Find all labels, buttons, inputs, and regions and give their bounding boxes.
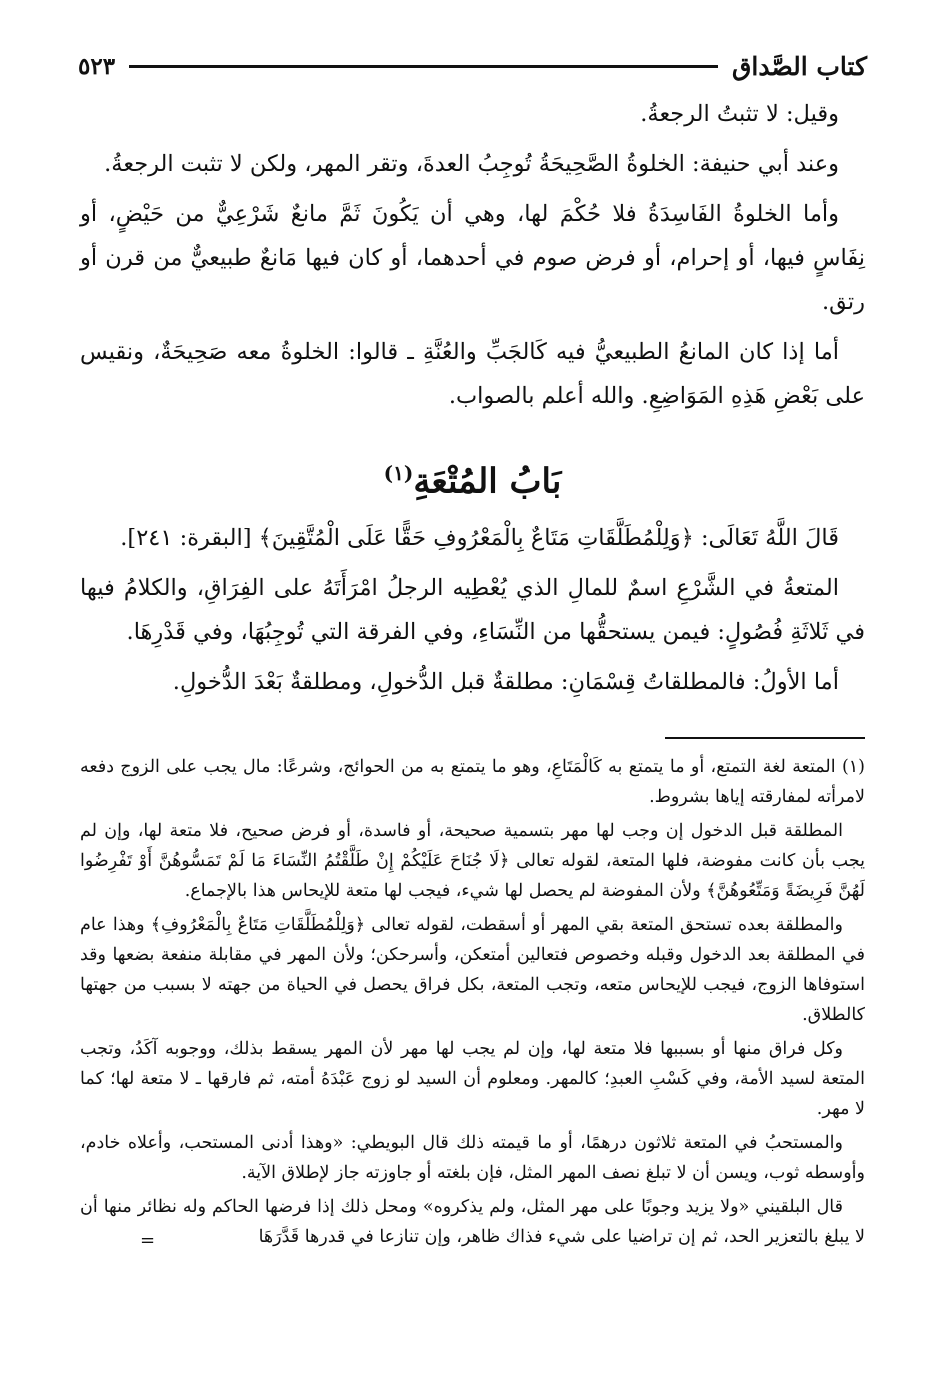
continuation-mark: = [140, 1230, 156, 1251]
paragraph: وعند أبي حنيفة: الخلوةُ الصَّحِيحَةُ تُوجِبُ العدةَ، وتقر المهر، ولكن لا تثبت الرجعةُ. [104, 151, 839, 177]
running-title: كتاب الصَّداق [731, 51, 867, 81]
paragraph: وأما الخلوةُ الفَاسِدَةُ فلا حُكْمَ لها، وهي أن يَكُونَ ثَمَّ مانعٌ شَرْعِيٌّ من حَيْضٍ، أو نِفَاسٍ فيها، أو إحرام، أو فرض صوم في أحدهما، أو كان فيها مَانعٌ طبيعيٌّ من قرن أو رتق. [80, 201, 865, 315]
paragraph: أما إذا كان المانعُ الطبيعيُّ فيه كَالجَبِّ والعُنَّةِ ـ قالوا: الخلوةُ معه صَحِيحَةٌ، ونقيس على بَعْضِ هَذِهِ المَوَاضِعِ. والله أعلم بالصواب. [80, 339, 865, 409]
footnote-paragraph: والمستحبُ في المتعة ثلاثون درهمًا، أو ما قيمته ذلك قال البويطي: «وهذا أدنى المستحب، وأعلاه خادم، وأوسطه ثوب، ويسن أن لا تبلغ نصف المهر المثل، فإن بلغته أو جاوزته جاز لإطلاق الآية. [80, 1133, 865, 1183]
footnote-paragraph: وكل فراق منها أو بسببها فلا متعة لها، وإن لم يجب لها مهر لأن المهر يسقط بذلك، ووجوبه آكَدُ، وتجب المتعة لسيد الأمة، وفي كَسْبِ العبدِ؛ كالمهر. ومعلوم أن السيد لو زوج عَبْدَهُ أمته، ثم فارقها ـ لا متعة لها؛ كما لا مهر. [80, 1039, 865, 1119]
section-title-text: بَابُ المُتْعَةِ [413, 461, 562, 502]
footnote-paragraph: قال البلقيني «ولا يزيد وجوبًا على مهر المثل، ولم يذكروه» ومحل ذلك إذا فرضها الحاكم وله نظائر منها أن لا يبلغ بالتعزير الحد، ثم إن تراضيا على شيء فذاك ظاهر، وإن تنازعا في قدرها قَدَّرَهَا [80, 1197, 865, 1247]
footnote-paragraph: (١) المتعة لغة التمتع، أو ما يتمتع به كَالْمَتَاعِ، وهو ما يتمتع به من الحوائج، وشرعًا: مال يجب على الزوج دفعه لامرأته لمفارقته إياها بشروط. [80, 757, 865, 807]
paragraph: قَالَ اللَّهُ تَعَالَى: ﴿وَلِلْمُطَلَّقَاتِ مَتَاعٌ بِالْمَعْرُوفِ حَقًّا عَلَى الْمُتَّقِينَ﴾ [البقرة: ٢٤١]. [120, 525, 839, 552]
paragraph: أما الأولُ: فالمطلقاتُ قِسْمَانِ: مطلقةٌ قبل الدُّخولِ، ومطلقةٌ بَعْدَ الدُّخولِ. [172, 669, 839, 696]
footnote-paragraph: المطلقة قبل الدخول إن وجب لها مهر بتسمية صحيحة، أو فاسدة، أو فرض صحيح، فلا متعة لها، وإن لم يجب بأن كانت مفوضة، فلها المتعة، لقوله تعالى ﴿لَا جُنَاحَ عَلَيْكُمْ إِنْ طَلَّقْتُمُ النِّسَاءَ مَا لَمْ تَمَسُّوهُنَّ أَوْ تَفْرِضُوا لَهُنَّ فَرِيضَةً وَمَتِّعُوهُنَّ﴾ ولأن المفوضة لم يحصل لها شيء، فيجب لها متعة للإيحاس هذا بالإجماع. [80, 821, 865, 901]
footnote-separator [665, 737, 865, 739]
main-text [80, 92, 865, 710]
footnote-paragraph: والمطلقة بعده تستحق المتعة بقي المهر أو أسقطت، لقوله تعالى ﴿وَلِلْمُطَلَّقَاتِ مَتَاعٌ بِالْمَعْرُوفِ﴾ وهذا عام في المطلقة بعد الدخول وقبله وخصوص فتعالين أمتعكن، وأسرحكن؛ ولأن المهر في مقابلة منفعة بضعها وقد استوفاها الزوج، فيجب للإيحاس متعه، وتجب المتعة، بكل فراق يحصل في الحياة من جهته لا بسبب من جهتها كالطلاق. [80, 915, 865, 1025]
paragraph: وقيل: لا تثبتُ الرجعةُ. [640, 101, 839, 127]
header-rule [129, 65, 718, 68]
footnote-reference: (١) [383, 461, 414, 485]
page-header [78, 46, 867, 86]
paragraph: المتعةُ في الشَّرْعِ اسمٌ للمالِ الذي يُعْطِيه الرجلُ امْرَأَتَهُ على الفِرَاقِ، والكلامُ فيها في ثَلاثَةِ فُصُولٍ: فيمن يستحقُّها من النِّسَاءِ، وفي الفرقة التي تُوجِبُهَا، وفي قَدْرِهَا. [80, 575, 865, 646]
footnotes [80, 752, 865, 1256]
section-title [80, 448, 865, 506]
page-number: ٥٢٣ [78, 52, 116, 80]
